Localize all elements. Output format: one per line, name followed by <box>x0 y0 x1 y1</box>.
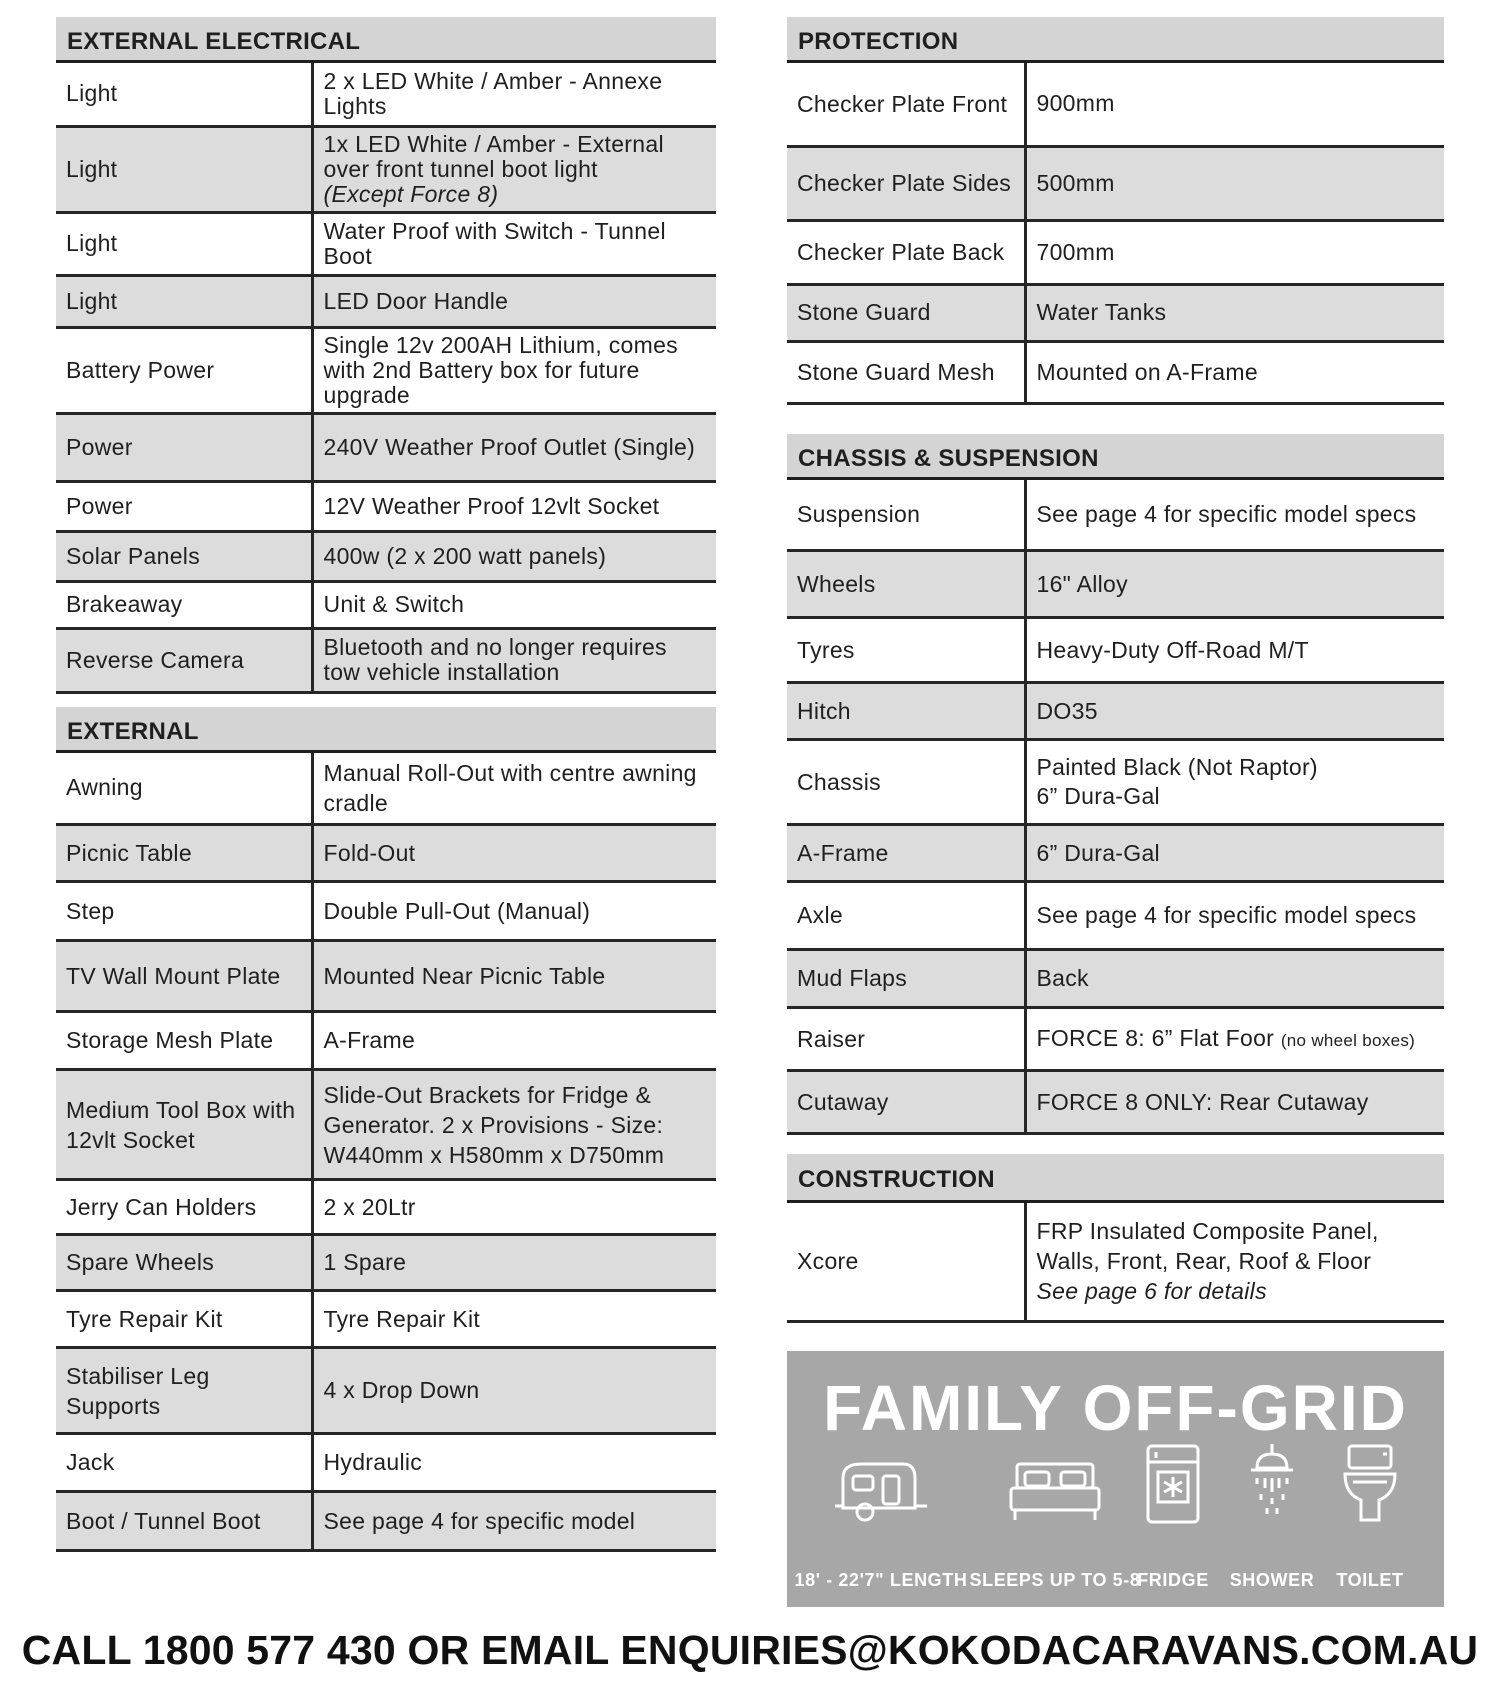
table-row <box>56 941 716 1012</box>
spec-value: 400w (2 x 200 watt panels) <box>312 531 716 581</box>
spec-table <box>787 63 1444 405</box>
spec-table <box>787 480 1444 1136</box>
spec-key: Checker Plate Sides <box>787 146 1025 220</box>
table-row <box>56 825 716 882</box>
table-row <box>56 212 716 275</box>
spec-value: Hydraulic <box>312 1434 716 1492</box>
table-row <box>787 683 1444 740</box>
spec-value <box>312 126 716 212</box>
spec-key: Storage Mesh Plate <box>56 1012 312 1070</box>
spec-value: Bluetooth and no longer requires tow vehicle installation <box>312 628 716 692</box>
feature-label: SLEEPS UP TO 5-8 <box>969 1570 1141 1590</box>
table-row <box>787 63 1444 146</box>
spec-key: Light <box>56 63 312 126</box>
table-row <box>56 753 716 825</box>
spec-value: 12V Weather Proof 12vlt Socket <box>312 481 716 531</box>
feature-label: 18' - 22'7" LENGTH <box>794 1570 968 1590</box>
spec-value-text: 1x LED White / Amber - External over front tunnel boot light <box>323 130 664 182</box>
table-row <box>56 275 716 327</box>
spec-value: Water Tanks <box>1025 284 1444 341</box>
table-row <box>787 882 1444 950</box>
spec-value: Double Pull-Out (Manual) <box>312 882 716 941</box>
spec-key: Battery Power <box>56 327 312 413</box>
spec-value <box>1025 740 1444 825</box>
spec-value-text: FRP Insulated Composite Panel, Walls, Front, Rear, Roof & Floor <box>1036 1218 1379 1275</box>
table-row <box>787 950 1444 1008</box>
feature-toilet <box>1325 1456 1415 1590</box>
table-row <box>56 327 716 413</box>
bed-icon <box>1005 1456 1105 1526</box>
spec-table <box>787 1203 1444 1323</box>
spec-key: Cutaway <box>787 1071 1025 1134</box>
spec-key: Reverse Camera <box>56 628 312 692</box>
spec-value: Manual Roll-Out with centre awning cradle <box>312 753 716 825</box>
spec-key: Power <box>56 413 312 481</box>
spec-value: 240V Weather Proof Outlet (Single) <box>312 413 716 481</box>
spec-key: Brakeaway <box>56 581 312 628</box>
spec-key: Tyres <box>787 618 1025 683</box>
table-row <box>787 480 1444 551</box>
spec-key: Power <box>56 481 312 531</box>
spec-table <box>56 753 716 1553</box>
table-row <box>56 882 716 941</box>
spec-value: 900mm <box>1025 63 1444 146</box>
table-row <box>56 413 716 481</box>
table-row <box>56 1012 716 1070</box>
table-row <box>56 481 716 531</box>
spec-table <box>56 63 716 694</box>
spec-key: Jack <box>56 1434 312 1492</box>
spec-key: Hitch <box>787 683 1025 740</box>
spec-value: 2 x 20Ltr <box>312 1180 716 1235</box>
feature-label: FRIDGE <box>1137 1570 1209 1590</box>
table-row <box>56 63 716 126</box>
spec-key: Raiser <box>787 1008 1025 1071</box>
spec-key: Xcore <box>787 1203 1025 1321</box>
spec-value-text: 6” Dura-Gal <box>1036 783 1160 809</box>
toilet-icon <box>1325 1442 1415 1526</box>
spec-key: Suspension <box>787 480 1025 551</box>
shower-icon <box>1227 1442 1317 1526</box>
spec-value: 700mm <box>1025 220 1444 284</box>
table-row <box>56 1235 716 1291</box>
chassis-section <box>787 434 1444 1136</box>
section-title: PROTECTION <box>787 17 1444 63</box>
spec-value: FORCE 8 ONLY: Rear Cutaway <box>1025 1071 1444 1134</box>
table-row <box>56 531 716 581</box>
spec-value: Fold-Out <box>312 825 716 882</box>
feature-shower <box>1227 1456 1317 1590</box>
contact-footer: CALL 1800 577 430 OR EMAIL ENQUIRIES@KOKODACARAVANS.COM.AU <box>21 1627 1479 1673</box>
spec-value: 16" Alloy <box>1025 551 1444 618</box>
spec-value: Mounted on A-Frame <box>1025 341 1444 403</box>
spec-small-text: (no wheel boxes) <box>1280 1030 1416 1050</box>
table-row <box>787 551 1444 618</box>
spec-value <box>1025 1008 1444 1071</box>
table-row <box>56 1291 716 1348</box>
spec-key: Stabiliser Leg Supports <box>56 1348 312 1434</box>
spec-key: Medium Tool Box with 12vlt Socket <box>56 1070 312 1180</box>
section-title: EXTERNAL ELECTRICAL <box>56 17 716 63</box>
table-row <box>787 825 1444 882</box>
fridge-icon <box>1128 1442 1218 1526</box>
family-title: FAMILY OFF-GRID <box>823 1372 1408 1444</box>
feature-sleeps <box>969 1456 1141 1590</box>
spec-key: Chassis <box>787 740 1025 825</box>
spec-key: Boot / Tunnel Boot <box>56 1492 312 1551</box>
spec-key: Spare Wheels <box>56 1235 312 1291</box>
spec-key: Light <box>56 212 312 275</box>
spec-value: 4 x Drop Down <box>312 1348 716 1434</box>
spec-key: Checker Plate Front <box>787 63 1025 146</box>
right-column <box>787 17 1444 1336</box>
spec-key: Light <box>56 126 312 212</box>
feature-fridge <box>1128 1456 1218 1590</box>
spec-note: (Except Force 8) <box>323 180 499 207</box>
spec-value: See page 4 for specific model specs <box>1025 882 1444 950</box>
spec-value: Slide-Out Brackets for Fridge & Generator. 2 x Provisions - Size: W440mm x H580mm x D750mm <box>312 1070 716 1180</box>
external-section <box>56 707 716 1553</box>
feature-label: TOILET <box>1336 1570 1404 1590</box>
spec-key: Light <box>56 275 312 327</box>
table-row <box>787 1008 1444 1071</box>
table-row <box>56 126 716 212</box>
table-row <box>787 740 1444 825</box>
table-row <box>787 146 1444 220</box>
spec-value-text: FORCE 8: 6” Flat Foor <box>1036 1024 1275 1051</box>
feature-label: SHOWER <box>1229 1570 1315 1590</box>
section-title: CONSTRUCTION <box>787 1154 1444 1203</box>
table-row <box>56 1434 716 1492</box>
spec-value: A-Frame <box>312 1012 716 1070</box>
spec-key: Checker Plate Back <box>787 220 1025 284</box>
spec-key: Step <box>56 882 312 941</box>
spec-key: Wheels <box>787 551 1025 618</box>
table-row <box>787 618 1444 683</box>
spec-value: See page 4 for specific model <box>312 1492 716 1551</box>
spec-key: Tyre Repair Kit <box>56 1291 312 1348</box>
spec-value: 2 x LED White / Amber - Annexe Lights <box>312 63 716 126</box>
construction-section <box>787 1154 1444 1323</box>
table-row <box>56 1492 716 1551</box>
family-off-grid-panel <box>787 1351 1444 1607</box>
spec-value: Back <box>1025 950 1444 1008</box>
spec-value: Single 12v 200AH Lithium, comes with 2nd Battery box for future upgrade <box>312 327 716 413</box>
spec-note: See page 6 for details <box>1036 1278 1267 1305</box>
spec-value: Tyre Repair Kit <box>312 1291 716 1348</box>
spec-key: Awning <box>56 753 312 825</box>
table-row <box>56 1348 716 1434</box>
spec-key: Axle <box>787 882 1025 950</box>
spec-value: 1 Spare <box>312 1235 716 1291</box>
spec-key: Solar Panels <box>56 531 312 581</box>
spec-value-text: Painted Black (Not Raptor) <box>1036 754 1318 780</box>
spec-key: TV Wall Mount Plate <box>56 941 312 1012</box>
spec-value <box>1025 1203 1444 1321</box>
spec-value: Mounted Near Picnic Table <box>312 941 716 1012</box>
table-row <box>787 1203 1444 1321</box>
section-title: CHASSIS & SUSPENSION <box>787 434 1444 480</box>
spec-value: Heavy-Duty Off-Road M/T <box>1025 618 1444 683</box>
table-row <box>56 1180 716 1235</box>
external-electrical-section <box>56 17 716 694</box>
spec-value: 6” Dura-Gal <box>1025 825 1444 882</box>
spec-value: Water Proof with Switch - Tunnel Boot <box>312 212 716 275</box>
section-title: EXTERNAL <box>56 707 716 753</box>
spec-value: LED Door Handle <box>312 275 716 327</box>
table-row <box>787 1071 1444 1134</box>
table-row <box>56 628 716 692</box>
spec-value: 500mm <box>1025 146 1444 220</box>
spec-key: Picnic Table <box>56 825 312 882</box>
spec-value: See page 4 for specific model specs <box>1025 480 1444 551</box>
table-row <box>56 581 716 628</box>
feature-length <box>794 1456 968 1590</box>
caravan-icon <box>831 1456 931 1526</box>
left-column <box>56 17 716 1565</box>
spec-value: DO35 <box>1025 683 1444 740</box>
table-row <box>56 1070 716 1180</box>
spec-value: Unit & Switch <box>312 581 716 628</box>
spec-key: Jerry Can Holders <box>56 1180 312 1235</box>
table-row <box>787 284 1444 341</box>
spec-key: A-Frame <box>787 825 1025 882</box>
spec-key: Stone Guard <box>787 284 1025 341</box>
table-row <box>787 341 1444 403</box>
table-row <box>787 220 1444 284</box>
spec-key: Mud Flaps <box>787 950 1025 1008</box>
spec-key: Stone Guard Mesh <box>787 341 1025 403</box>
protection-section <box>787 17 1444 405</box>
